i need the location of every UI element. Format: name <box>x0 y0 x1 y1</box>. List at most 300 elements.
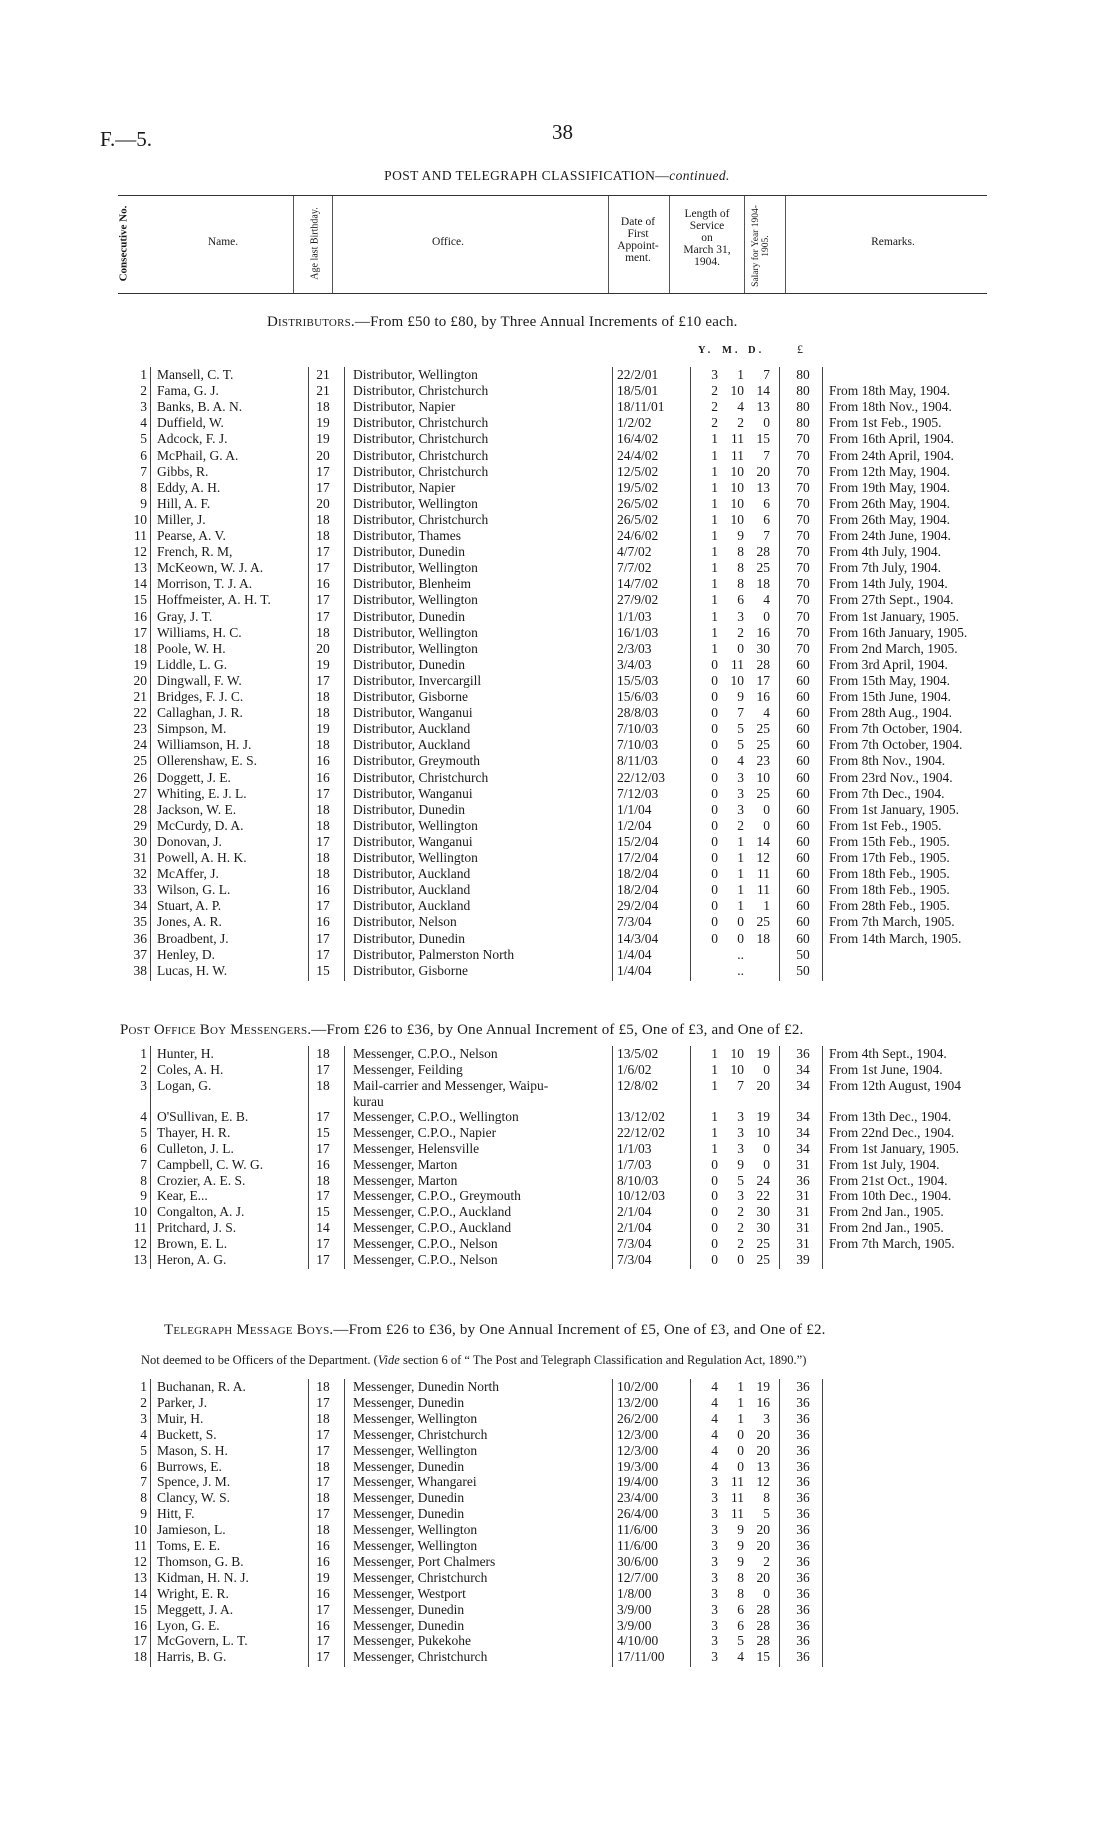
row-number: 3 <box>140 1410 147 1426</box>
row-months: .. <box>737 962 744 978</box>
row-name: McGovern, L. T. <box>157 1633 248 1649</box>
row-name: Clancy, W. S. <box>157 1490 231 1506</box>
row-months: 3 <box>737 608 744 624</box>
row-age: 18 <box>316 528 330 543</box>
row-date: 4/10/00 <box>617 1633 659 1649</box>
row-salary: 70 <box>796 624 810 640</box>
row-name: Jamieson, L. <box>157 1522 226 1538</box>
row-name: Henley, D. <box>157 946 215 962</box>
row-date: 7/10/03 <box>617 737 659 753</box>
row-remarks: From 2nd March, 1905. <box>829 640 958 656</box>
note-italic: Vide <box>377 1353 400 1367</box>
row-name: Mason, S. H. <box>157 1442 228 1458</box>
header-length-line: Length of <box>684 208 730 220</box>
row-salary: 36 <box>796 1522 810 1538</box>
row-months: 9 <box>737 528 744 543</box>
column-rule <box>779 367 780 981</box>
header-age: Age last Birthday. <box>309 207 321 280</box>
row-date: 4/7/02 <box>617 544 652 560</box>
table-row <box>0 657 1114 673</box>
row-months: 10 <box>730 1046 744 1061</box>
section-title <box>120 1022 804 1039</box>
row-age: 17 <box>316 1633 330 1649</box>
table-row <box>0 705 1114 721</box>
row-age: 18 <box>316 705 330 721</box>
row-name: Coles, A. H. <box>157 1061 224 1077</box>
row-days: 10 <box>756 1125 770 1141</box>
row-years: 0 <box>711 656 718 672</box>
row-age: 21 <box>316 383 330 399</box>
row-name: Crozier, A. E. S. <box>157 1172 246 1188</box>
row-name: Buckett, S. <box>157 1426 217 1442</box>
row-salary: 36 <box>796 1569 810 1585</box>
row-office: Distributor, Gisborne <box>353 962 468 978</box>
row-salary: 70 <box>796 592 810 608</box>
row-days: 16 <box>756 689 770 704</box>
row-number: 5 <box>140 1442 147 1458</box>
column-rule <box>344 1379 345 1667</box>
row-days: 20 <box>756 1077 770 1093</box>
row-date: 8/11/03 <box>617 753 658 769</box>
row-days: 14 <box>756 383 770 399</box>
table-row <box>0 1522 1114 1538</box>
row-number: 29 <box>133 817 147 833</box>
header-length-line: 1904. <box>694 256 720 268</box>
row-days: 1 <box>763 898 770 914</box>
table-row <box>0 625 1114 641</box>
table-row <box>0 399 1114 415</box>
row-age: 18 <box>316 1410 330 1426</box>
row-age: 17 <box>316 1109 330 1125</box>
row-age: 15 <box>316 1125 330 1141</box>
row-date: 12/5/02 <box>617 463 659 479</box>
table-row <box>0 786 1114 802</box>
row-days: 22 <box>756 1188 770 1204</box>
row-age: 18 <box>316 1077 330 1093</box>
row-age: 16 <box>316 753 330 769</box>
table-row <box>0 898 1114 914</box>
row-years: 3 <box>711 1506 718 1522</box>
row-years: 2 <box>711 415 718 431</box>
page-title-main: POST AND TELEGRAPH CLASSIFICATION— <box>384 168 670 183</box>
row-age: 18 <box>316 1522 330 1538</box>
row-number: 22 <box>133 705 147 721</box>
row-office: Distributor, Wanganui <box>353 833 473 849</box>
row-remarks: From 16th April, 1904. <box>829 431 954 447</box>
row-salary: 34 <box>796 1125 810 1141</box>
row-years: 0 <box>711 753 718 769</box>
row-salary: 70 <box>796 511 810 527</box>
row-age: 20 <box>316 447 330 463</box>
row-days: 20 <box>756 1426 770 1442</box>
row-name: Parker, J. <box>157 1394 208 1410</box>
row-number: 27 <box>133 785 147 801</box>
row-salary: 60 <box>796 769 810 785</box>
row-salary: 36 <box>796 1046 810 1061</box>
row-date: 24/4/02 <box>617 447 659 463</box>
row-months: 1 <box>737 1379 744 1394</box>
row-age: 18 <box>316 737 330 753</box>
row-years: 3 <box>711 1617 718 1633</box>
row-remarks: From 7th March, 1905. <box>829 1235 955 1251</box>
column-rule <box>779 1379 780 1667</box>
row-years: 4 <box>711 1426 718 1442</box>
row-office: Distributor, Wellington <box>353 640 478 656</box>
row-date: 1/1/03 <box>617 608 652 624</box>
row-salary: 36 <box>796 1601 810 1617</box>
header-salary: Salary for Year 1904-1905. <box>751 205 771 287</box>
header-date-line: ment. <box>625 252 651 264</box>
row-number: 35 <box>133 914 147 930</box>
row-age: 18 <box>316 817 330 833</box>
row-date: 22/12/03 <box>617 769 666 785</box>
row-name: Fama, G. J. <box>157 383 219 399</box>
table-row <box>0 737 1114 753</box>
table-row <box>0 528 1114 544</box>
row-age: 17 <box>316 1188 330 1204</box>
row-name: Harris, B. G. <box>157 1649 227 1665</box>
row-date: 10/12/03 <box>617 1188 666 1204</box>
row-name: McPhail, G. A. <box>157 447 239 463</box>
row-months: 4 <box>737 399 744 415</box>
row-date: 14/7/02 <box>617 576 659 592</box>
table-row <box>0 1379 1114 1395</box>
row-age: 17 <box>316 463 330 479</box>
row-office: Messenger, Dunedin <box>353 1601 465 1617</box>
row-years: 0 <box>711 672 718 688</box>
row-months: 6 <box>737 592 744 608</box>
row-office: Messenger, C.P.O., Nelson <box>353 1046 498 1061</box>
row-remarks: From 22nd Dec., 1904. <box>829 1125 955 1141</box>
row-years: 0 <box>711 833 718 849</box>
row-office: Distributor, Gisborne <box>353 689 468 704</box>
row-months: 0 <box>737 1458 744 1474</box>
row-days: 20 <box>756 1442 770 1458</box>
table-row <box>0 818 1114 834</box>
row-name: Jones, A. R. <box>157 914 222 930</box>
row-office: Distributor, Christchurch <box>353 447 489 463</box>
row-years: 1 <box>711 560 718 576</box>
row-date: 18/2/04 <box>617 882 659 898</box>
row-remarks: From 7th July, 1904. <box>829 560 942 576</box>
row-months: 0 <box>737 1251 744 1267</box>
section-title <box>267 314 738 331</box>
row-days: 8 <box>763 1490 770 1506</box>
row-office: Messenger, Dunedin <box>353 1394 465 1410</box>
unit-y: Y. <box>698 345 714 356</box>
row-age: 19 <box>316 1569 330 1585</box>
row-salary: 70 <box>796 608 810 624</box>
row-name: Toms, E. E. <box>157 1538 221 1553</box>
row-name: Hill, A. F. <box>157 495 211 511</box>
row-salary: 70 <box>796 640 810 656</box>
row-remarks: From 7th March, 1905. <box>829 914 955 930</box>
row-office: Messenger, Helensville <box>353 1141 480 1156</box>
row-date: 13/12/02 <box>617 1109 666 1125</box>
row-office: Distributor, Dunedin <box>353 608 465 624</box>
row-date: 10/2/00 <box>617 1379 659 1394</box>
row-number: 11 <box>134 1220 147 1235</box>
row-age: 18 <box>316 1379 330 1394</box>
row-number: 16 <box>133 1617 147 1633</box>
row-office: Messenger, Wellington <box>353 1410 478 1426</box>
row-salary: 36 <box>796 1553 810 1569</box>
row-months: 8 <box>737 1585 744 1601</box>
row-name: Gray, J. T. <box>157 608 213 624</box>
row-date: 1/1/04 <box>617 801 652 817</box>
row-years: 4 <box>711 1458 718 1474</box>
row-remarks: From 3rd April, 1904. <box>829 656 948 672</box>
row-years: 0 <box>711 850 718 865</box>
table-row <box>0 1236 1114 1252</box>
row-name: Simpson, M. <box>157 721 227 737</box>
row-age: 17 <box>316 560 330 576</box>
header-divider <box>744 196 745 293</box>
row-date: 11/6/00 <box>617 1538 658 1553</box>
row-age: 21 <box>316 367 330 382</box>
table-row <box>0 1649 1114 1665</box>
row-office: Messenger, Wellington <box>353 1538 478 1553</box>
row-date: 12/3/00 <box>617 1442 659 1458</box>
row-days: 30 <box>756 1204 770 1220</box>
table-row <box>0 1062 1114 1078</box>
row-years: 0 <box>711 801 718 817</box>
row-days: 25 <box>756 1251 770 1267</box>
column-rule <box>822 367 823 981</box>
row-name: Williams, H. C. <box>157 624 242 640</box>
row-number: 31 <box>133 850 147 865</box>
row-age: 19 <box>316 415 330 431</box>
note-plain: Not deemed to be Officers of the Department. ( <box>141 1353 378 1367</box>
section-title-caps: Post Office Boy Messengers. <box>120 1022 312 1038</box>
row-days: 5 <box>763 1506 770 1522</box>
row-months: 2 <box>737 415 744 431</box>
row-date: 3/4/03 <box>617 656 652 672</box>
row-months: 9 <box>737 1522 744 1538</box>
row-years: 0 <box>711 1220 718 1235</box>
row-salary: 60 <box>796 914 810 930</box>
row-number: 36 <box>133 930 147 946</box>
row-name: Muir, H. <box>157 1410 204 1426</box>
row-date: 12/7/00 <box>617 1569 659 1585</box>
row-number: 11 <box>134 1538 147 1553</box>
table-row <box>0 448 1114 464</box>
row-months: 11 <box>731 447 744 463</box>
row-years: 1 <box>711 495 718 511</box>
row-number: 13 <box>133 1251 147 1267</box>
row-salary: 36 <box>796 1490 810 1506</box>
row-date: 2/1/04 <box>617 1204 652 1220</box>
row-months: 1 <box>737 882 744 898</box>
row-months: 11 <box>731 1490 744 1506</box>
row-remarks: From 26th May, 1904. <box>829 495 950 511</box>
row-remarks: From 7th Dec., 1904. <box>829 785 945 801</box>
row-remarks: From 26th May, 1904. <box>829 511 950 527</box>
table-row <box>0 1602 1114 1618</box>
table-row <box>0 496 1114 512</box>
row-years: 3 <box>711 1522 718 1538</box>
column-rule <box>612 1046 613 1269</box>
row-age: 17 <box>316 898 330 914</box>
row-office: Messenger, Port Chalmers <box>353 1553 496 1569</box>
table-row <box>0 947 1114 963</box>
row-name: Lucas, H. W. <box>157 962 228 978</box>
row-number: 13 <box>133 560 147 576</box>
header-length <box>673 208 741 268</box>
row-days: 4 <box>763 705 770 721</box>
row-salary: 70 <box>796 431 810 447</box>
row-salary: 70 <box>796 495 810 511</box>
row-office: Messenger, C.P.O., Napier <box>353 1125 497 1141</box>
row-days: 7 <box>763 528 770 543</box>
row-years: 1 <box>711 463 718 479</box>
row-name: Thomson, G. B. <box>157 1553 244 1569</box>
row-age: 17 <box>316 930 330 946</box>
row-office: Mail-carrier and Messenger, Waipu- <box>353 1077 549 1093</box>
row-date: 27/9/02 <box>617 592 659 608</box>
table-row <box>0 1506 1114 1522</box>
row-number: 37 <box>133 946 147 962</box>
row-number: 7 <box>140 463 147 479</box>
row-date: 18/11/01 <box>617 399 665 415</box>
table-row <box>0 544 1114 560</box>
row-remarks: From 28th Feb., 1905. <box>829 898 950 914</box>
row-date: 18/5/01 <box>617 383 659 399</box>
row-salary: 36 <box>796 1394 810 1410</box>
row-remarks: From 24th April, 1904. <box>829 447 954 463</box>
row-months: 0 <box>737 930 744 946</box>
row-months: .. <box>737 946 744 962</box>
row-days: 3 <box>763 1410 770 1426</box>
row-number: 34 <box>133 898 147 914</box>
row-age: 16 <box>316 1553 330 1569</box>
row-days: 20 <box>756 1569 770 1585</box>
row-name: Spence, J. M. <box>157 1474 231 1490</box>
row-salary: 60 <box>796 882 810 898</box>
row-date: 1/4/04 <box>617 962 652 978</box>
table-row <box>0 1474 1114 1490</box>
row-name: Jackson, W. E. <box>157 801 237 817</box>
row-days: 28 <box>756 1633 770 1649</box>
row-office: Messenger, Christchurch <box>353 1649 488 1665</box>
table-row <box>0 1443 1114 1459</box>
row-office: Distributor, Wellington <box>353 367 478 382</box>
table-row <box>0 576 1114 592</box>
header-date-line: First <box>627 228 649 240</box>
row-years: 2 <box>711 399 718 415</box>
row-remarks: From 18th Feb., 1905. <box>829 866 950 882</box>
row-days: 0 <box>763 801 770 817</box>
note-rest: section 6 of “ The Post and Telegraph Classification and Regulation Act, 1890.”) <box>399 1353 807 1367</box>
header-consecutive-no: Consecutive No. <box>117 205 130 282</box>
row-office: Distributor, Christchurch <box>353 415 489 431</box>
row-days: 28 <box>756 1601 770 1617</box>
row-office: Distributor, Napier <box>353 479 456 495</box>
row-months: 3 <box>737 1125 744 1141</box>
row-salary: 31 <box>796 1156 810 1172</box>
row-months: 10 <box>730 495 744 511</box>
row-months: 3 <box>737 1141 744 1156</box>
row-months: 1 <box>737 898 744 914</box>
section-title-rest: —From £26 to £36, by One Annual Increment of £5, One of £3, and One of £2. <box>333 1322 826 1338</box>
row-age: 17 <box>316 544 330 560</box>
row-name: Whiting, E. J. L. <box>157 785 247 801</box>
row-days: 25 <box>756 914 770 930</box>
row-days: 30 <box>756 1220 770 1235</box>
table-row <box>0 802 1114 818</box>
row-name: Heron, A. G. <box>157 1251 227 1267</box>
section-title <box>164 1322 826 1339</box>
row-office: Distributor, Christchurch <box>353 383 489 399</box>
row-remarks: From 8th Nov., 1904. <box>829 753 946 769</box>
table-row <box>0 689 1114 705</box>
row-salary: 80 <box>796 415 810 431</box>
row-salary: 80 <box>796 399 810 415</box>
row-years: 3 <box>711 1633 718 1649</box>
row-age: 17 <box>316 1442 330 1458</box>
row-days: 13 <box>756 1458 770 1474</box>
row-days: 15 <box>756 1649 770 1665</box>
row-office: Distributor, Wellington <box>353 560 478 576</box>
row-office: Messenger, C.P.O., Auckland <box>353 1220 512 1235</box>
row-date: 29/2/04 <box>617 898 659 914</box>
table-row <box>0 753 1114 769</box>
row-number: 10 <box>133 1522 147 1538</box>
header-length-line: March 31, <box>683 244 731 256</box>
row-number: 1 <box>140 1379 147 1394</box>
row-salary: 36 <box>796 1410 810 1426</box>
row-remarks: From 1st Feb., 1905. <box>829 415 942 431</box>
row-number: 12 <box>133 1553 147 1569</box>
column-header <box>118 195 987 294</box>
section-title-rest: —From £50 to £80, by Three Annual Increments of £10 each. <box>354 314 738 330</box>
row-office-continued: kurau <box>353 1093 384 1109</box>
row-number: 9 <box>140 1188 147 1204</box>
row-office: Messenger, C.P.O., Greymouth <box>353 1188 521 1204</box>
row-office: Distributor, Napier <box>353 399 456 415</box>
header-date <box>610 216 666 264</box>
row-date: 7/3/04 <box>617 914 652 930</box>
row-months: 10 <box>730 463 744 479</box>
table-row <box>0 609 1114 625</box>
unit-m: M. <box>722 345 741 356</box>
row-date: 12/3/00 <box>617 1426 659 1442</box>
row-number: 16 <box>133 608 147 624</box>
row-months: 2 <box>737 1220 744 1235</box>
row-days: 0 <box>763 817 770 833</box>
row-years: 1 <box>711 528 718 543</box>
table-row <box>0 1554 1114 1570</box>
row-years: 0 <box>711 785 718 801</box>
row-days: 6 <box>763 511 770 527</box>
row-years: 0 <box>711 866 718 882</box>
row-months: 2 <box>737 1204 744 1220</box>
row-name: Thayer, H. R. <box>157 1125 231 1141</box>
header-divider <box>332 196 333 293</box>
row-number: 6 <box>140 1458 147 1474</box>
row-years: 0 <box>711 1251 718 1267</box>
row-months: 6 <box>737 1601 744 1617</box>
row-office: Messenger, Westport <box>353 1585 466 1601</box>
row-years: 4 <box>711 1442 718 1458</box>
row-name: Kidman, H. N. J. <box>157 1569 249 1585</box>
row-months: 10 <box>730 383 744 399</box>
row-days: 7 <box>763 367 770 382</box>
row-date: 2/1/04 <box>617 1220 652 1235</box>
table-row <box>0 850 1114 866</box>
table-row <box>0 383 1114 399</box>
row-months: 10 <box>730 479 744 495</box>
